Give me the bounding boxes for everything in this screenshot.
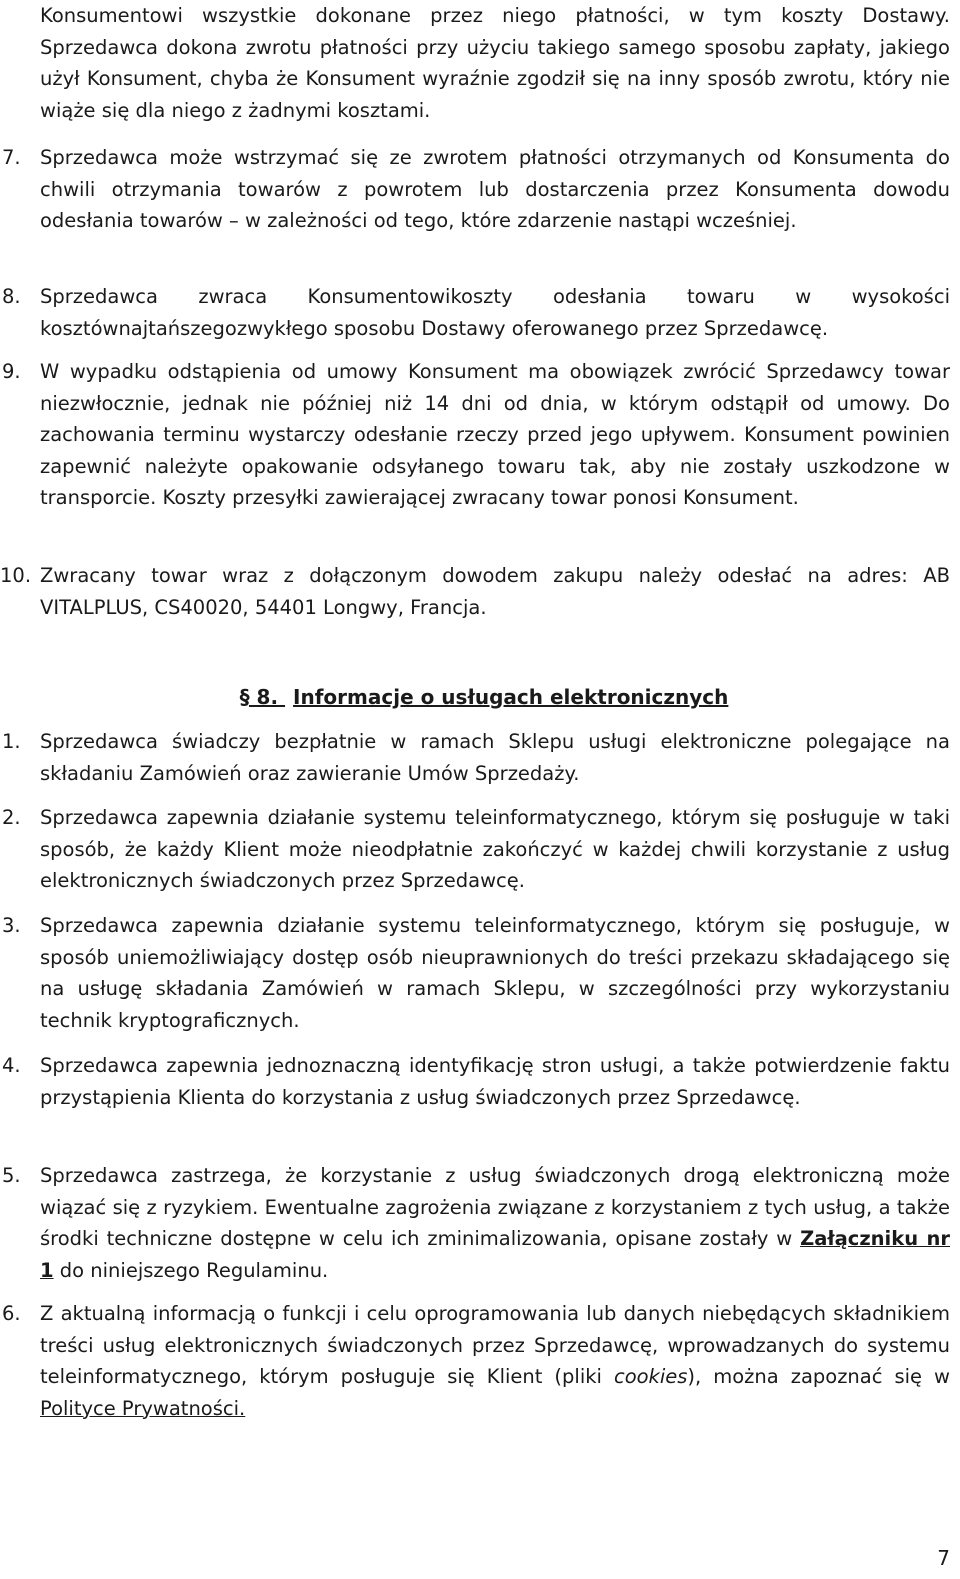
item-number: 3. xyxy=(2,914,21,937)
item-number: 10. xyxy=(0,564,32,587)
item-text: Sprzedawca zapewnia działanie systemu teleinformatycznego, którym się posługuje, w sposób uniemożliwiający dostęp osób nieuprawnionych do treści przekazu składającego się na usługę składania Zamówień w ramach Sklepu, w szczególności przy wykorzystaniu technik kryptograficznych. xyxy=(40,914,950,1032)
attachment-link[interactable]: Załączniku nr 1 xyxy=(40,1227,951,1282)
item-number: 4. xyxy=(2,1054,21,1077)
cookies-term: cookies xyxy=(613,1365,688,1388)
item-number: 6. xyxy=(2,1302,21,1325)
section-heading xyxy=(0,682,960,713)
item-text: Zwracany towar wraz z dołączonym dowodem zakupu należy odesłać na adres: AB VITALPLUS, CS40020, 54401 Longwy, Francja. xyxy=(40,564,950,619)
item-text: Sprzedawca zapewnia działanie systemu teleinformatycznego, którym się posługuje w taki sposób, że każdy Klient może nieodpłatnie zakończyć w każdej chwili korzystanie z usług elektronicznych świadczonych przez Sprzedawcę. xyxy=(40,806,950,892)
item-text-after: do niniejszego Regulaminu. xyxy=(53,1258,329,1282)
item-text-before: Sprzedawca zastrzega, że korzystanie z usług świadczonych drogą elektroniczną może wiązać się z ryzykiem. Ewentualne zagrożenia związane z korzystaniem z tych usług, a także środki techniczne dostępne w celu ich zminimalizowania, opisane zostały w xyxy=(40,1164,950,1250)
item-number: 5. xyxy=(2,1164,21,1187)
item-text xyxy=(40,1298,950,1424)
item-number: 2. xyxy=(2,806,21,829)
item-text: W wypadku odstąpienia od umowy Konsument ma obowiązek zwrócić Sprzedawcy towar niezwłocznie, jednak nie później niż 14 dni od dnia, w którym odstąpił od umowy. Do zachowania terminu wystarczy odesłanie rzeczy przed jego upływem. Konsument powinien zapewnić należyte opakowanie odsyłanego towaru tak, aby nie zostały uszkodzone w transporcie. Koszty przesyłki zawierającej zwracany towar ponosi Konsument. xyxy=(40,360,950,509)
item-number: 8. xyxy=(2,285,21,308)
item-text: Sprzedawca może wstrzymać się ze zwrotem płatności otrzymanych od Konsumenta do chwili otrzymania towarów z powrotem lub dostarczenia przez Konsumenta dowodu odesłania towarów – w zależności od tego, które zdarzenie nastąpi wcześniej. xyxy=(40,146,950,232)
page-number: 7 xyxy=(937,1546,950,1570)
item-text-before: Z aktualną informacją o funkcji i celu oprogramowania lub danych niebędących składnikiem treści usług elektronicznych świadczonych przez Sprzedawcę, wprowadzanych do systemu teleinformatycznego, którym posługuje się Klient (pliki xyxy=(40,1302,950,1388)
section-title: Informacje o usługach elektronicznych xyxy=(293,685,729,709)
item-number: 9. xyxy=(2,360,21,383)
item-number: 1. xyxy=(2,730,21,753)
privacy-policy-link[interactable]: Polityce Prywatności. xyxy=(40,1396,246,1420)
item-number: 7. xyxy=(2,146,21,169)
item-text xyxy=(40,1160,950,1286)
section-symbol: § 8. xyxy=(239,685,279,709)
intro-paragraph: Konsumentowi wszystkie dokonane przez niego płatności, w tym koszty Dostawy. Sprzedawca dokona zwrotu płatności przy użyciu takiego samego sposobu zapłaty, jakiego użył Konsument, chyba że Konsument wyraźnie zgodził się na inny sposób zwrotu, który nie wiąże się dla niego z żadnymi kosztami. xyxy=(40,4,950,122)
item-text: Sprzedawca zapewnia jednoznaczną identyfikację stron usługi, a także potwierdzenie faktu przystąpienia Klienta do korzystania z usług świadczonych przez Sprzedawcę. xyxy=(40,1054,950,1109)
item-text-middle: ), można zapoznać się w xyxy=(687,1365,950,1388)
item-text: Sprzedawca świadczy bezpłatnie w ramach Sklepu usługi elektroniczne polegające na składaniu Zamówień oraz zawieranie Umów Sprzedaży. xyxy=(40,730,950,785)
item-text: Sprzedawca zwraca Konsumentowikoszty odesłania towaru w wysokości kosztównajtańszegozwykłego sposobu Dostawy oferowanego przez Sprzedawcę. xyxy=(40,285,950,340)
